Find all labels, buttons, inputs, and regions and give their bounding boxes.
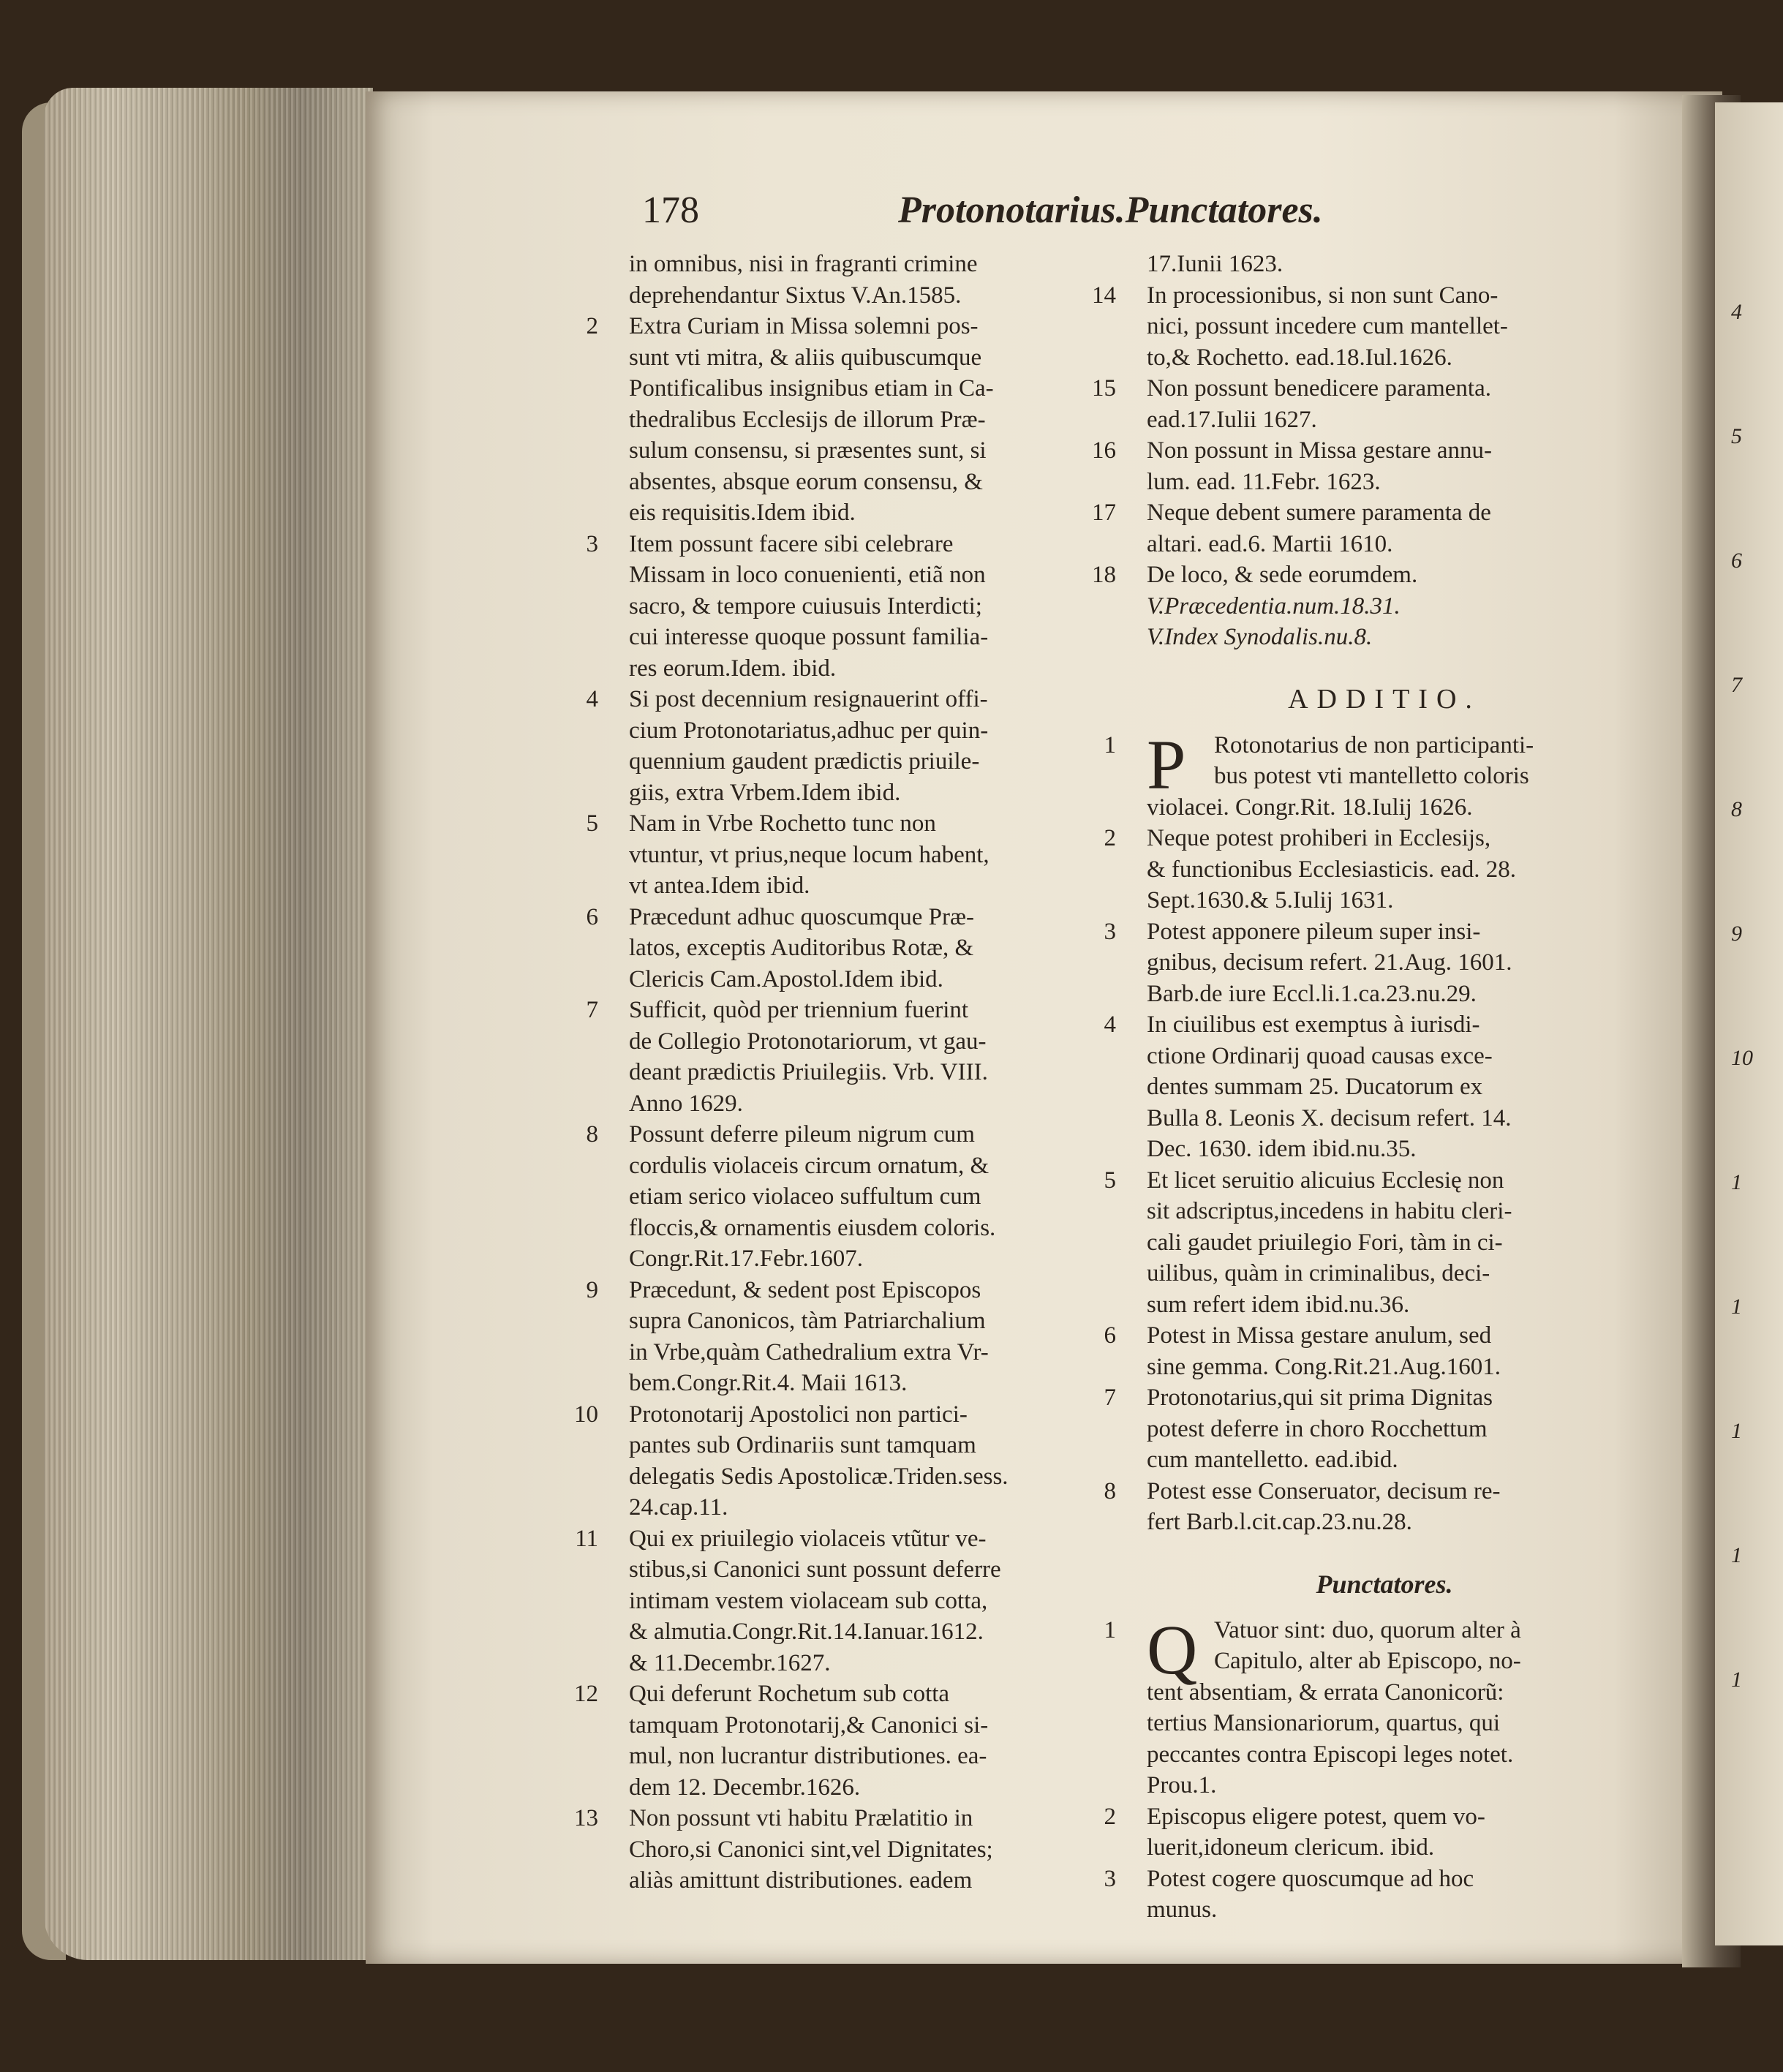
line-text: 17.Iunii 1623. [1147,251,1283,277]
entry-number: 5 [1104,1167,1116,1194]
text-line [629,1772,1112,1804]
text-line [629,840,1112,871]
facing-sidenote: 1 [1731,1295,1742,1319]
text-line [586,995,1112,1026]
running-head: Protonotarius.Punctatores. [898,189,1323,231]
text-line [586,808,1112,840]
text-line [1147,591,1622,622]
text-line [629,1865,1112,1896]
line-text: Non possunt vti habitu Prælatitio in [629,1805,973,1831]
line-text: intimam vestem violaceam sub cotta, [629,1587,988,1614]
facing-sidenote: 9 [1731,922,1742,946]
line-text: de Collegio Protonotariorum, vt gau- [629,1028,987,1055]
entry-number: 4 [586,686,598,712]
text-line [1104,1476,1622,1507]
line-text: Qui deferunt Rochetum sub cotta [629,1681,950,1707]
entry-number: 10 [574,1401,598,1428]
line-text: thedralibus Ecclesijs de illorum Præ- [629,406,986,433]
text-line [1147,792,1622,824]
additio-section [1104,725,1622,1538]
text-line [1147,979,1622,1010]
text-line [1147,1352,1622,1383]
entry-number: 16 [1092,437,1116,464]
text-line [629,497,1112,529]
text-line [1147,854,1622,886]
line-text: In processionibus, si non sunt Cano- [1147,282,1499,309]
line-text: in omnibus, nisi in fragranti crimine [629,251,978,277]
line-text: Sufficit, quòd per triennium fuerint [629,997,969,1023]
text-line [1147,404,1622,436]
facing-page [1715,102,1783,1945]
text-line [629,1088,1112,1120]
line-text: latos, exceptis Auditoribus Rotæ, & [629,935,974,961]
entry-number: 13 [574,1805,598,1831]
entry-number: 18 [1092,562,1116,588]
text-line [1104,1320,1622,1352]
line-text: Bulla 8. Leonis X. decisum refert. 14. [1147,1104,1512,1131]
text-line [629,591,1112,622]
text-line [629,342,1112,374]
text-line [1147,761,1622,792]
text-line [629,870,1112,902]
text-line [1147,1196,1622,1227]
entry-number: 1 [1104,731,1116,758]
text-line [1147,467,1622,498]
line-text: Pontificalibus insignibus etiam in Ca- [629,375,994,402]
line-text: vtuntur, vt prius,neque locum habent, [629,841,989,868]
line-text: sum refert idem ibid.nu.36. [1147,1291,1410,1318]
text-line [1147,1677,1622,1709]
punctatores-section [1104,1610,1622,1926]
line-text: Potest cogere quoscumque ad hoc [1147,1865,1474,1892]
line-text: Episcopus eligere potest, quem vo- [1147,1803,1485,1830]
left-column [574,249,1112,1896]
line-text: Choro,si Canonici sint,vel Dignitates; [629,1836,993,1863]
facing-sidenote: 1 [1731,1170,1742,1194]
line-text: uilibus, quàm in criminalibus, deci- [1147,1260,1490,1286]
line-text: Si post decennium resignauerint offi- [629,686,988,712]
entry-number: 3 [586,530,598,557]
line-text: Item possunt facere sibi celebrare [629,530,954,557]
text-line [1147,1258,1622,1289]
right-column-entries [1092,249,1622,653]
text-line [629,1492,1112,1523]
line-text: deant prædictis Priuilegiis. Vrb. VIII. [629,1059,988,1085]
text-line [629,1150,1112,1182]
text-line [1147,622,1622,653]
text-line [629,435,1112,467]
text-line [1092,280,1622,312]
line-text: & 11.Decembr.1627. [629,1649,831,1676]
entry-number: 6 [1104,1322,1116,1349]
line-text: Non possunt benedicere paramenta. [1147,375,1491,402]
text-line [629,1554,1112,1586]
text-line [586,684,1112,715]
line-text: cui interesse quoque possunt familia- [629,624,989,650]
text-line [629,1586,1112,1617]
line-text: sunt vti mitra, & aliis quibuscumque [629,344,982,371]
text-line [1104,916,1622,948]
text-line [1147,1071,1622,1103]
line-text: tertius Mansionariorum, quartus, qui [1147,1710,1501,1736]
facing-sidenote: 1 [1731,1419,1742,1443]
text-line [629,249,1112,280]
text-line [629,1616,1112,1648]
line-text: nici, possunt incedere cum mantellet- [1147,313,1508,339]
text-line [629,1741,1112,1772]
text-line [1147,1103,1622,1134]
text-line [629,1648,1112,1679]
text-line [1147,1289,1622,1321]
folio-number: 178 [642,189,699,231]
line-text: De loco, & sede eorumdem. [1147,562,1418,588]
text-line [629,777,1112,809]
facing-sidenote: 10 [1731,1046,1753,1070]
line-text: eis requisitis.Idem ibid. [629,500,856,526]
text-line [1147,1894,1622,1926]
text-line [586,529,1112,560]
entry-number: 6 [586,903,598,930]
text-line [629,653,1112,685]
entry-number: 5 [586,810,598,837]
page-edges [44,88,373,1960]
text-line [629,373,1112,404]
facing-sidenote: 7 [1731,673,1742,697]
line-text: cordulis violaceis circum ornatum, & [629,1152,989,1179]
line-text: cum mantelletto. ead.ibid. [1147,1447,1398,1473]
line-text: delegatis Sedis Apostolicæ.Triden.sess. [629,1463,1009,1490]
text-line [574,1803,1112,1834]
line-text: dentes summam 25. Ducatorum ex [1147,1074,1483,1100]
line-text: Præcedunt, & sedent post Episcopos [629,1276,981,1303]
text-line [629,1368,1112,1399]
text-line [574,1399,1112,1431]
text-line [629,933,1112,964]
line-text: cali gaudet priuilegio Fori, tàm in ci- [1147,1229,1503,1256]
line-text: Potest in Missa gestare anulum, sed [1147,1322,1492,1349]
line-text: altari. ead.6. Martii 1610. [1147,530,1393,557]
text-line [1104,1864,1622,1895]
line-text: V.Index Synodalis.nu.8. [1147,624,1373,650]
line-text: Protonotarij Apostolici non partici- [629,1401,968,1428]
text-line [629,715,1112,747]
entry-number: 3 [1104,1865,1116,1892]
text-line [575,1523,1112,1555]
line-text: Præcedunt adhuc quoscumque Præ- [629,903,975,930]
line-text: Potest esse Conseruator, decisum re- [1147,1477,1501,1504]
line-text: floccis,& ornamentis eiusdem coloris. [629,1214,996,1241]
line-text: sit adscriptus,incedens in habitu cleri- [1147,1198,1512,1224]
entry-number: 11 [575,1525,598,1552]
line-text: sacro, & tempore cuiusuis Interdicti; [629,592,982,619]
entry-number: 7 [1104,1385,1116,1411]
line-text: 24.cap.11. [629,1494,728,1521]
line-text: Capitulo, alter ab Episcopo, no- [1214,1648,1521,1674]
text-line [629,467,1112,498]
line-text: bus potest vti mantelletto coloris [1214,763,1529,789]
entry-number: 2 [586,313,598,339]
line-text: Possunt deferre pileum nigrum cum [629,1121,975,1148]
text-line [629,622,1112,653]
text-line [1104,823,1622,854]
drop-capital: Q [1147,1610,1198,1689]
line-text: cium Protonotariatus,adhuc per quin- [629,717,989,744]
line-text: lum. ead. 11.Febr. 1623. [1147,468,1381,495]
line-text: luerit,idoneum clericum. ibid. [1147,1834,1435,1861]
text-line [1147,1708,1622,1739]
line-text: Dec. 1630. idem ibid.nu.35. [1147,1136,1417,1162]
text-line [1092,560,1622,591]
line-text: & functionibus Ecclesiasticis. ead. 28. [1147,856,1516,883]
entry-number: 7 [586,997,598,1023]
text-line [586,311,1112,342]
entry-number: 8 [1104,1477,1116,1504]
line-text: dem 12. Decembr.1626. [629,1774,861,1801]
line-text: Anno 1629. [629,1090,743,1117]
line-text: sine gemma. Cong.Rit.21.Aug.1601. [1147,1353,1501,1380]
text-line [1092,435,1622,467]
text-line [1147,1414,1622,1445]
text-line [629,1026,1112,1058]
line-text: deprehendantur Sixtus V.An.1585. [629,282,962,309]
line-text: aliàs amittunt distributiones. eadem [629,1867,973,1894]
text-line [629,560,1112,591]
text-line [1092,373,1622,404]
text-line [629,1430,1112,1461]
line-text: potest deferre in choro Rocchettum [1147,1415,1488,1442]
text-line [1147,1134,1622,1165]
text-line [629,1834,1112,1866]
entry-number: 14 [1092,282,1116,309]
line-text: Protonotarius,qui sit prima Dignitas [1147,1385,1493,1411]
line-text: Neque potest prohiberi in Ecclesijs, [1147,825,1491,851]
line-text: Nam in Vrbe Rochetto tunc non [629,810,936,837]
line-text: tamquam Protonotarij,& Canonici si- [629,1711,989,1738]
line-text: sulum consensu, si præsentes sunt, si [629,437,987,464]
line-text: munus. [1147,1896,1218,1923]
text-line [629,280,1112,312]
text-line [629,1057,1112,1088]
entry-number: 17 [1092,500,1116,526]
line-text: etiam serico violaceo suffultum cum [629,1183,981,1210]
entry-number: 2 [1104,1803,1116,1830]
text-line [1147,1041,1622,1072]
text-line [1147,885,1622,916]
text-line [629,1306,1112,1337]
text-line [629,1461,1112,1493]
entry-number: 12 [574,1681,598,1707]
line-text: absentes, absque eorum consensu, & [629,468,983,495]
line-text: vt antea.Idem ibid. [629,873,810,899]
line-text: giis, extra Vrbem.Idem ibid. [629,779,901,806]
line-text: Clericis Cam.Apostol.Idem ibid. [629,965,943,992]
line-text: to,& Rochetto. ead.18.Iul.1626. [1147,344,1452,371]
right-column [1092,249,1622,1926]
line-text: Prou.1. [1147,1772,1217,1798]
text-line [1104,1165,1622,1197]
line-text: V.Præcedentia.num.18.31. [1147,592,1401,619]
line-text: quennium gaudent prædictis priuile- [629,748,980,775]
line-text: res eorum.Idem. ibid. [629,655,837,682]
line-text: Potest apponere pileum super insi- [1147,918,1481,945]
line-text: ead.17.Iulii 1627. [1147,406,1317,433]
line-text: Missam in loco conuenienti, etiã non [629,562,986,588]
punctatores-heading: Punctatores. [1316,1570,1453,1599]
entry-number: 8 [586,1121,598,1148]
line-text: & almutia.Congr.Rit.14.Ianuar.1612. [629,1619,984,1645]
line-text: Qui ex priuilegio violaceis vtũtur ve- [629,1525,987,1552]
text-line [586,1275,1112,1306]
line-text: Et licet seruitio alicuius Ecclesię non [1147,1167,1504,1194]
text-line [1147,1444,1622,1476]
line-text: in Vrbe,quàm Cathedralium extra Vr- [629,1338,989,1365]
line-text: supra Canonicos, tàm Patriarchalium [629,1308,986,1334]
line-text: Sept.1630.& 5.Iulij 1631. [1147,887,1394,913]
text-line [1147,1507,1622,1538]
text-line [1104,1382,1622,1414]
text-line [1147,1832,1622,1864]
entry-number: 9 [586,1276,598,1303]
text-line [1147,1739,1622,1771]
facing-sidenote: 4 [1731,300,1742,324]
line-text: Neque debent sumere paramenta de [1147,500,1491,526]
text-line [629,746,1112,777]
text-line [629,1243,1112,1275]
facing-sidenote: 5 [1731,424,1742,448]
text-line [1147,311,1622,342]
text-line [1147,342,1622,374]
line-text: pantes sub Ordinariis sunt tamquam [629,1432,976,1458]
line-text: ctione Ordinarij quoad causas exce- [1147,1042,1493,1069]
line-text: fert Barb.l.cit.cap.23.nu.28. [1147,1509,1412,1535]
drop-capital: P [1147,725,1186,804]
facing-sidenote: 6 [1731,549,1742,573]
line-text: stibus,si Canonici sunt possunt deferre [629,1556,1001,1583]
line-text: gnibus, decisum refert. 21.Aug. 1601. [1147,949,1512,976]
entry-number: 2 [1104,825,1116,851]
line-text: mul, non lucrantur distributiones. ea- [629,1743,987,1769]
line-text: bem.Congr.Rit.4. Maii 1613. [629,1370,908,1396]
line-text: Non possunt in Missa gestare annu- [1147,437,1493,464]
facing-sidenote: 8 [1731,797,1742,821]
text-line [1147,1227,1622,1259]
entry-number: 1 [1104,1616,1116,1643]
text-line [1147,529,1622,560]
text-line [629,1710,1112,1741]
line-text: tent absentiam, & errata Canonicorũ: [1147,1679,1504,1706]
text-line [1104,1801,1622,1833]
text-line [629,404,1112,436]
additio-heading: ADDITIO. [1288,684,1481,715]
text-line [629,964,1112,995]
line-text: In ciuilibus est exemptus à iurisdi- [1147,1011,1480,1038]
line-text: Barb.de iure Eccl.li.1.ca.23.nu.29. [1147,980,1477,1007]
facing-sidenote: 1 [1731,1543,1742,1567]
text-line [1092,497,1622,529]
line-text: Rotonotarius de non participanti- [1214,731,1534,758]
text-line [586,1119,1112,1150]
text-line [629,1181,1112,1213]
text-line [629,1213,1112,1244]
line-text: peccantes contra Episcopi leges notet. [1147,1741,1514,1768]
text-line [1147,947,1622,979]
text-line [1104,1009,1622,1041]
line-text: Congr.Rit.17.Febr.1607. [629,1246,863,1272]
text-line [574,1679,1112,1710]
text-line [1147,1770,1622,1801]
line-text: Vatuor sint: duo, quorum alter à [1214,1616,1521,1643]
line-text: Extra Curiam in Missa solemni pos- [629,313,979,339]
line-text: violacei. Congr.Rit. 18.Iulij 1626. [1147,794,1473,821]
text-line [1147,249,1622,280]
entry-number: 4 [1104,1011,1116,1038]
text-line [1147,1646,1622,1677]
facing-sidenote: 1 [1731,1668,1742,1692]
entry-number: 15 [1092,375,1116,402]
text-line [629,1337,1112,1368]
text-line [586,902,1112,933]
entry-number: 3 [1104,918,1116,945]
